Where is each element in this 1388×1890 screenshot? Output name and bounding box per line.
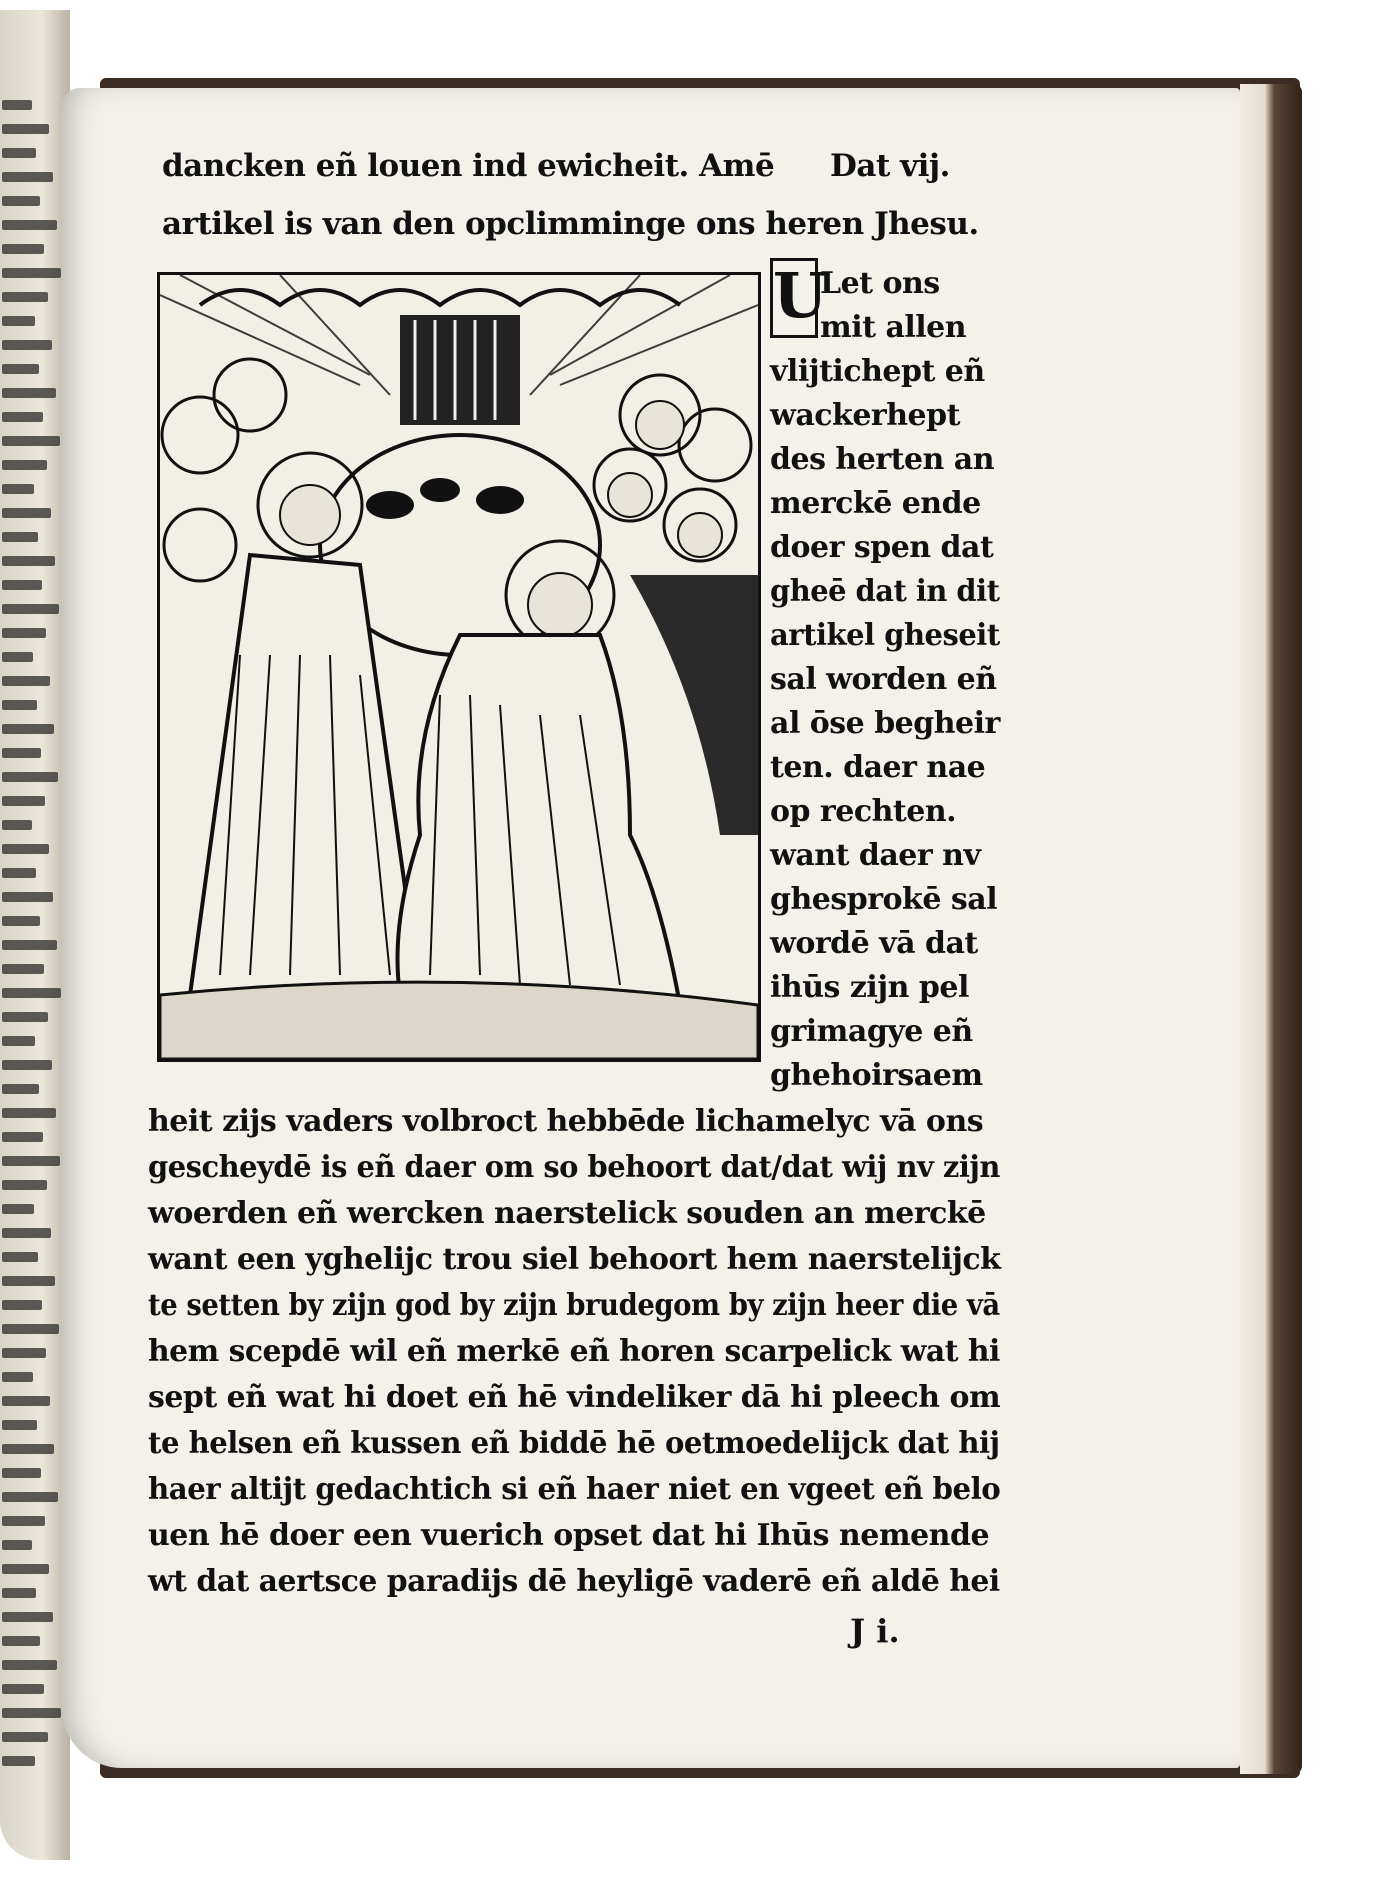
- left-page-text-stroke: [2, 484, 34, 494]
- left-page-text-stroke: [2, 796, 45, 806]
- body-line: gescheydē is eñ daer om so behoort dat/dat wij nv zijn: [148, 1150, 1000, 1185]
- left-page-text-stroke: [2, 1540, 32, 1550]
- left-page-text-stroke: [2, 1084, 39, 1094]
- left-page-text-stroke: [2, 1012, 48, 1022]
- left-page-text-stroke: [2, 388, 56, 398]
- header-right-rubric: Dat vij.: [830, 148, 950, 184]
- left-page-text-stroke: [2, 772, 58, 782]
- left-page-text-stroke: [2, 1660, 57, 1670]
- side-line: ihūs zijn pel: [770, 970, 969, 1005]
- left-page-text-stroke: [2, 892, 53, 902]
- left-page-text-stroke: [2, 1588, 36, 1598]
- side-line: ghehoirsaem: [770, 1058, 983, 1093]
- left-page-text-stroke: [2, 1444, 54, 1454]
- header-line-1: dancken eñ louen ind ewicheit. Amē: [162, 148, 775, 184]
- side-line: grimagye eñ: [770, 1014, 973, 1049]
- left-page-text-stroke: [2, 1612, 53, 1622]
- side-line: ghesprokē sal: [770, 882, 998, 917]
- body-line: uen hē doer een vuerich opset dat hi Ihūs nemende: [148, 1518, 990, 1553]
- left-page-text-stroke: [2, 364, 39, 374]
- left-page-text-stroke: [2, 580, 42, 590]
- left-page-text-stroke: [2, 988, 61, 998]
- body-line: wt dat aertsce paradijs dē heyligē vaderē eñ aldē hei: [148, 1564, 1000, 1599]
- left-page-text-stroke: [2, 940, 57, 950]
- left-page-text-stroke: [2, 1036, 35, 1046]
- body-line: haer altijt gedachtich si eñ haer niet en vgeet eñ belo: [148, 1472, 1001, 1507]
- left-page-text-stroke: [2, 700, 37, 710]
- left-page-text-stroke: [2, 124, 49, 134]
- side-line: want daer nv: [770, 838, 981, 873]
- left-page-text-stroke: [2, 1420, 37, 1430]
- woodcut-image: [160, 275, 758, 1059]
- left-page-text-stroke: [2, 532, 38, 542]
- side-line: des herten an: [770, 442, 995, 477]
- left-page-text-stroke: [2, 1108, 56, 1118]
- left-page-text-stroke: [2, 1396, 50, 1406]
- side-line: wackerhept: [770, 398, 960, 433]
- body-line: woerden eñ wercken naerstelick souden an merckē: [148, 1196, 986, 1231]
- previous-page-edge: [0, 10, 70, 1860]
- left-page-text-stroke: [2, 436, 60, 446]
- signature-mark: J i.: [850, 1612, 900, 1650]
- left-page-text-stroke: [2, 652, 33, 662]
- woodcut-ascension-illustration: [157, 272, 761, 1062]
- side-line: doer spen dat: [770, 530, 994, 565]
- left-page-text-stroke: [2, 292, 48, 302]
- side-line: vlijtichept eñ: [770, 354, 985, 389]
- left-page-text-stroke: [2, 100, 32, 110]
- body-line: sept eñ wat hi doet eñ hē vindeliker dā hi pleech om: [148, 1380, 1001, 1415]
- left-page-text-stroke: [2, 676, 50, 686]
- left-page-text-stroke: [2, 628, 46, 638]
- left-page-text-stroke: [2, 220, 57, 230]
- header-line-2: artikel is van den opclimminge ons heren Jhesu.: [162, 206, 979, 242]
- left-page-text-stroke: [2, 724, 54, 734]
- left-page-text-stroke: [2, 1348, 46, 1358]
- left-page-text-stroke: [2, 244, 44, 254]
- left-page-text-stroke: [2, 1732, 48, 1742]
- left-page-text-stroke: [2, 316, 35, 326]
- left-page-text-stroke: [2, 556, 55, 566]
- left-page-text-stroke: [2, 1132, 43, 1142]
- left-page-text-stroke: [2, 1372, 33, 1382]
- left-page-text-stroke: [2, 1516, 45, 1526]
- left-page-text-stroke: [2, 460, 47, 470]
- page-block-edge: [1240, 84, 1302, 1774]
- side-line: sal worden eñ: [770, 662, 997, 697]
- left-page-text-stroke: [2, 508, 51, 518]
- left-page-text-stroke: [2, 1636, 40, 1646]
- left-page-text-stroke: [2, 1708, 61, 1718]
- left-page-text-stroke: [2, 172, 53, 182]
- side-line: al ōse begheir: [770, 706, 1000, 741]
- left-page-text-stroke: [2, 340, 52, 350]
- left-page-text-stroke: [2, 820, 32, 830]
- left-page-text-stroke: [2, 844, 49, 854]
- left-page-text-stroke: [2, 148, 36, 158]
- left-page-text-stroke: [2, 964, 44, 974]
- side-line: gheē dat in dit: [770, 574, 1000, 609]
- side-line: artikel gheseit: [770, 618, 1000, 653]
- left-page-text-stroke: [2, 1180, 47, 1190]
- left-page-text-stroke: [2, 1060, 52, 1070]
- left-page-text-stroke: [2, 1156, 60, 1166]
- body-line: want een yghelijc trou siel behoort hem naerstelijck: [148, 1242, 1001, 1277]
- left-page-text-stroke: [2, 1324, 59, 1334]
- left-page-text-stroke: [2, 268, 61, 278]
- left-page-text-stroke: [2, 748, 41, 758]
- side-line: wordē vā dat: [770, 926, 978, 961]
- body-line: heit zijs vaders volbroct hebbēde lichamelyc vā ons: [148, 1104, 984, 1139]
- body-line: te setten by zijn god by zijn brudegom by zijn heer die vā: [148, 1288, 1000, 1323]
- left-page-text-stroke: [2, 1756, 35, 1766]
- left-page-text-stroke: [2, 1684, 44, 1694]
- left-page-text-stroke: [2, 868, 36, 878]
- left-page-text-stroke: [2, 1564, 49, 1574]
- left-page-text-stroke: [2, 1468, 41, 1478]
- side-line: ten. daer nae: [770, 750, 986, 785]
- left-page-text-stroke: [2, 1228, 51, 1238]
- left-page-text-stroke: [2, 1300, 42, 1310]
- left-page-text-stroke: [2, 196, 40, 206]
- left-page-text-stroke: [2, 1492, 58, 1502]
- left-page-text-stroke: [2, 1204, 34, 1214]
- side-line: Let ons: [820, 266, 940, 301]
- side-line: mit allen: [820, 310, 967, 345]
- left-page-text-stroke: [2, 1252, 38, 1262]
- drop-initial: U: [770, 258, 818, 338]
- body-line: te helsen eñ kussen eñ biddē hē oetmoedelijck dat hij: [148, 1426, 1000, 1461]
- left-page-text-stroke: [2, 916, 40, 926]
- left-page-text-stroke: [2, 604, 59, 614]
- previous-page-text-edge: [2, 100, 62, 1800]
- side-line: merckē ende: [770, 486, 981, 521]
- body-line: hem scepdē wil eñ merkē eñ horen scarpelick wat hi: [148, 1334, 1000, 1369]
- side-line: op rechten.: [770, 794, 957, 829]
- left-page-text-stroke: [2, 412, 43, 422]
- left-page-text-stroke: [2, 1276, 55, 1286]
